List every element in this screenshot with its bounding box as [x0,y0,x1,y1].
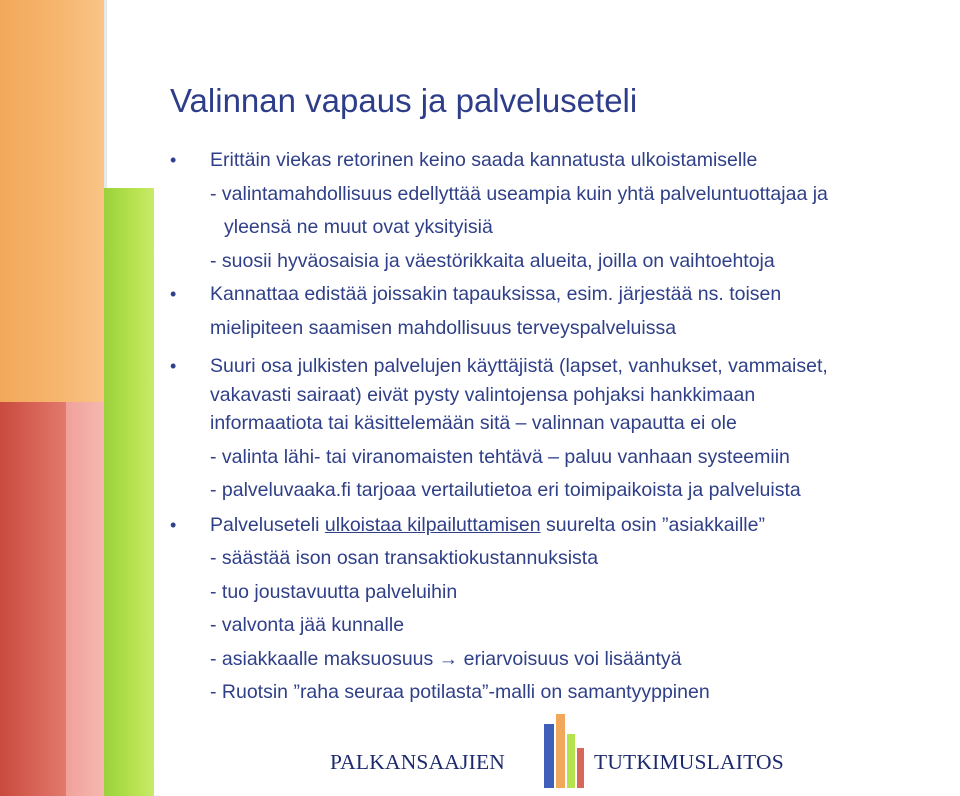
line-text: - tuo joustavuutta palveluihin [210,580,458,603]
decorative-red-bar [0,402,66,796]
line-text: - valinta lähi- tai viranomaisten tehtävä – paluu vanhaan systeemiin [210,445,790,468]
sub-line [168,180,958,209]
sub-line [168,645,958,674]
continuation-line [168,409,958,438]
decorative-green-bar [104,188,154,796]
logo-bars-icon [542,714,586,788]
line-text: - asiakkaalle maksuosuus → eriarvoisuus voi lisääntyä [210,647,682,670]
slide-content [168,146,958,707]
sub-line [168,247,958,276]
line-text: informaatiota tai käsittelemään sitä – valinnan vapautta ei ole [210,412,737,434]
underlined-text: ulkoistaa kilpailuttamisen [324,513,541,536]
line-text: - Ruotsin ”raha seuraa potilasta”-malli on samantyyppinen [210,681,710,703]
sub-line [168,476,958,505]
decorative-pink-bar [66,402,104,796]
line-text: - suosii hyväosaisia ja väestörikkaita alueita, joilla on vaihtoehtoja [210,249,775,272]
sub-line [168,611,958,640]
logo-text-right: TUTKIMUSLAITOS [594,750,784,774]
sub-line [168,678,958,707]
continuation-line [168,314,958,343]
line-text: Palveluseteli [210,513,325,536]
line-text: vakavasti sairaat) eivät pysty valintojensa pohjaksi hankkimaan [210,383,756,406]
slide-title: Valinnan vapaus ja palveluseteli [170,82,638,119]
bullet-icon: • [170,356,177,376]
continuation-line [168,381,958,410]
line-text: - palveluvaaka.fi tarjoaa vertailutietoa eri toimipaikoista ja palveluista [210,479,801,501]
sub-line [168,544,958,573]
line-text: Erittäin viekas retorinen keino saada kannatusta ulkoistamiselle [210,149,758,171]
bullet-icon: • [170,150,177,170]
line-text: Suuri osa julkisten palvelujen käyttäjistä (lapset, vanhukset, vammaiset, [210,355,828,377]
line-text: - valintamahdollisuus edellyttää useampia kuin yhtä palveluntuottajaa ja [210,182,828,205]
line-text: mielipiteen saamisen mahdollisuus terveyspalveluissa [210,316,677,339]
bullet-line [168,511,958,540]
line-text: yleensä ne muut ovat yksityisiä [224,216,493,238]
bullet-icon: • [170,284,177,304]
sub-line [168,213,958,242]
line-text: Kannattaa edistää joissakin tapauksissa, esim. järjestää ns. toisen [210,283,782,305]
bullet-line [168,352,958,381]
decorative-edge-bar [104,0,107,188]
line-text: - valvonta jää kunnalle [210,614,405,636]
line-text: suurelta osin ”asiakkaille” [540,513,765,536]
logo-text-left: PALKANSAAJIEN [330,750,506,774]
bullet-icon: • [170,514,177,535]
sub-line [168,443,958,472]
sub-line [168,578,958,607]
institute-logo [330,714,810,796]
bullet-line [168,146,958,175]
bullet-line [168,280,958,309]
line-text: - säästää ison osan transaktiokustannuksista [210,547,599,569]
